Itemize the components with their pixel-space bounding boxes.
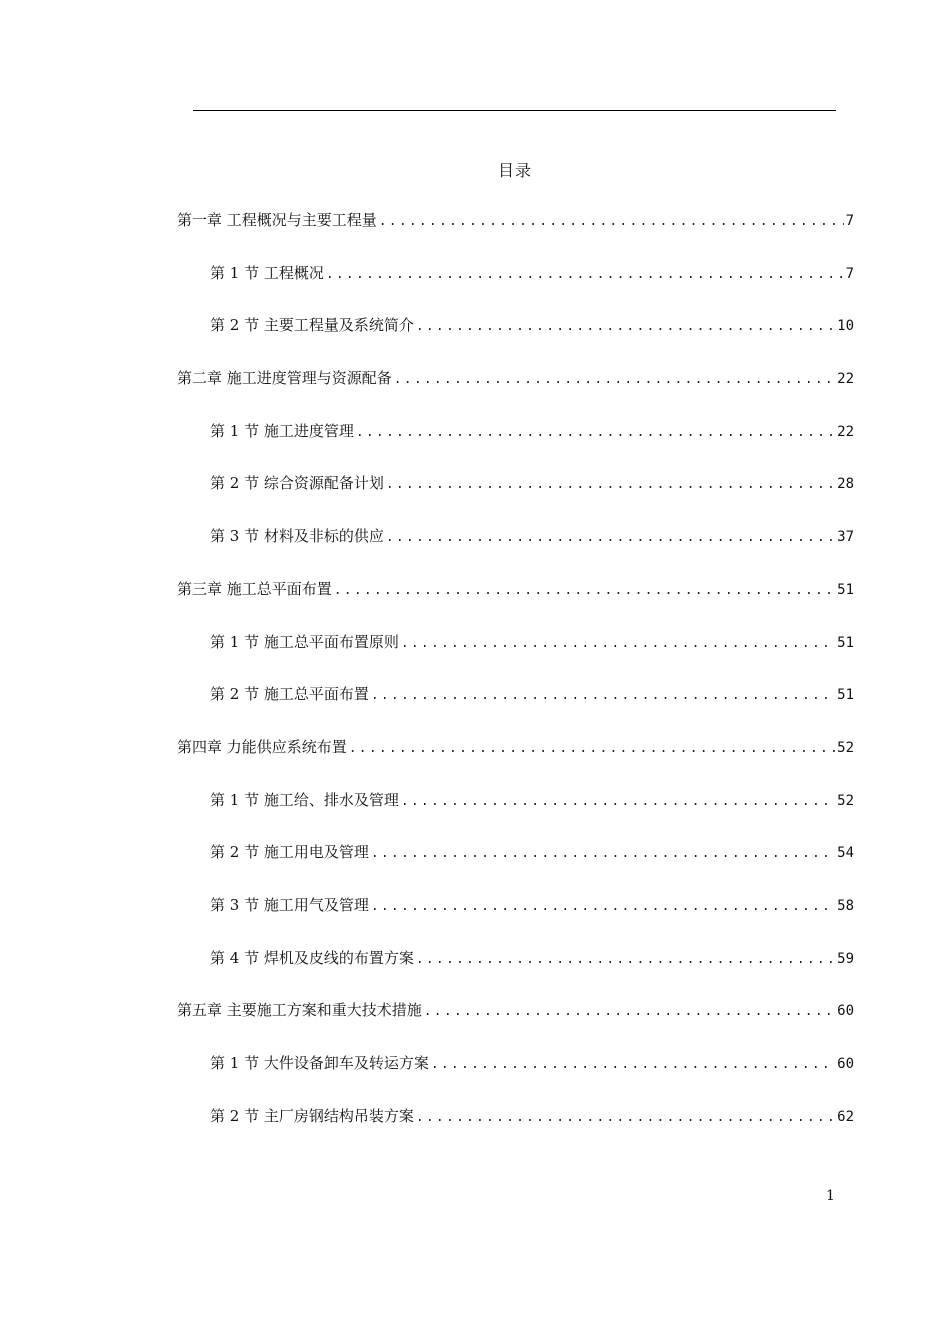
toc-entry-section[interactable] <box>177 1105 854 1158</box>
toc-entry-page: 60 <box>837 1056 854 1072</box>
toc-entry-section[interactable] <box>177 420 854 473</box>
toc-entry-page: 10 <box>837 318 854 335</box>
toc-entry-section[interactable] <box>177 262 854 315</box>
toc-leader-dots <box>386 530 835 545</box>
toc-entry-chapter[interactable] <box>177 999 854 1052</box>
toc-leader-dots <box>386 477 835 492</box>
toc-leader-dots <box>371 688 835 703</box>
toc-entry-page: 52 <box>837 739 854 756</box>
toc-entry-label: 第 3 节 材料及非标的供应 <box>210 527 384 546</box>
toc-entry-label: 第五章 主要施工方案和重大技术措施 <box>177 1001 422 1020</box>
toc-entry-label: 第二章 施工进度管理与资源配备 <box>177 369 392 388</box>
toc-entry-label: 第 1 节 施工给、排水及管理 <box>210 790 399 809</box>
toc-entry-label: 第 3 节 施工用气及管理 <box>210 895 369 914</box>
toc-entry-chapter[interactable] <box>177 578 854 631</box>
toc-entry-page: 58 <box>837 897 854 914</box>
toc-leader-dots <box>326 267 844 282</box>
toc-entry-label: 第 1 节 大件设备卸车及转运方案 <box>210 1054 429 1072</box>
toc-entry-page: 51 <box>837 687 854 704</box>
header-rule <box>193 110 836 111</box>
toc-entry-chapter[interactable] <box>177 209 854 262</box>
toc-leader-dots <box>401 794 835 809</box>
toc-entry-label: 第 2 节 综合资源配备计划 <box>210 474 384 493</box>
toc-entry-page: 54 <box>837 845 854 862</box>
toc-entry-label: 第 2 节 主厂房钢结构吊装方案 <box>210 1106 414 1125</box>
toc-entry-label: 第 1 节 施工进度管理 <box>210 421 354 440</box>
toc-entry-page: 62 <box>837 1108 854 1125</box>
toc-entry-label: 第 4 节 焊机及皮线的布置方案 <box>210 948 414 967</box>
toc-entry-section[interactable] <box>177 314 854 367</box>
toc-entry-page: 28 <box>837 476 854 493</box>
page-number: 1 <box>826 1188 835 1204</box>
toc-entry-chapter[interactable] <box>177 736 854 789</box>
toc-leader-dots <box>334 583 835 598</box>
toc-leader-dots <box>401 636 835 651</box>
toc-entry-section[interactable] <box>177 789 854 842</box>
toc-entry-page: 7 <box>845 213 854 229</box>
toc-leader-dots <box>371 846 835 861</box>
toc-entry-section[interactable] <box>177 525 854 578</box>
toc-entry-page: 59 <box>837 950 854 967</box>
toc-entry-page: 37 <box>837 529 854 546</box>
toc-entry-page: 22 <box>837 371 854 388</box>
toc-entry-label: 第 2 节 施工用电及管理 <box>210 843 369 862</box>
toc-entry-page: 52 <box>837 792 854 809</box>
toc-leader-dots <box>356 425 835 440</box>
toc-leader-dots <box>379 214 844 229</box>
toc-entry-label: 第 1 节 施工总平面布置原则 <box>210 632 399 651</box>
toc-entry-section[interactable] <box>177 472 854 525</box>
toc-entry-section[interactable] <box>177 631 854 684</box>
toc-entry-label: 第一章 工程概况与主要工程量 <box>177 211 377 229</box>
toc-leader-dots <box>416 319 835 334</box>
toc-list <box>177 209 854 1157</box>
toc-entry-label: 第三章 施工总平面布置 <box>177 579 332 598</box>
toc-entry-page: 51 <box>837 634 854 651</box>
toc-leader-dots <box>424 1004 835 1019</box>
toc-entry-label: 第 1 节 工程概况 <box>210 263 324 282</box>
toc-leader-dots <box>416 952 835 967</box>
toc-leader-dots <box>431 1057 835 1072</box>
toc-leader-dots <box>349 741 835 756</box>
toc-entry-section[interactable] <box>177 1052 854 1105</box>
toc-title: 目录 <box>497 161 532 180</box>
toc-leader-dots <box>371 899 835 914</box>
toc-entry-label: 第 2 节 施工总平面布置 <box>210 685 369 704</box>
toc-entry-page: 60 <box>837 1003 854 1020</box>
toc-entry-section[interactable] <box>177 947 854 1000</box>
toc-entry-page: 51 <box>837 581 854 598</box>
toc-entry-label: 第 2 节 主要工程量及系统简介 <box>210 316 414 335</box>
toc-entry-chapter[interactable] <box>177 367 854 420</box>
toc-entry-page: 7 <box>845 265 854 282</box>
toc-entry-section[interactable] <box>177 894 854 947</box>
toc-entry-page: 22 <box>837 423 854 440</box>
toc-entry-label: 第四章 力能供应系统布置 <box>177 737 347 756</box>
toc-leader-dots <box>394 372 835 387</box>
toc-entry-section[interactable] <box>177 841 854 894</box>
toc-entry-section[interactable] <box>177 683 854 736</box>
toc-leader-dots <box>416 1110 835 1125</box>
